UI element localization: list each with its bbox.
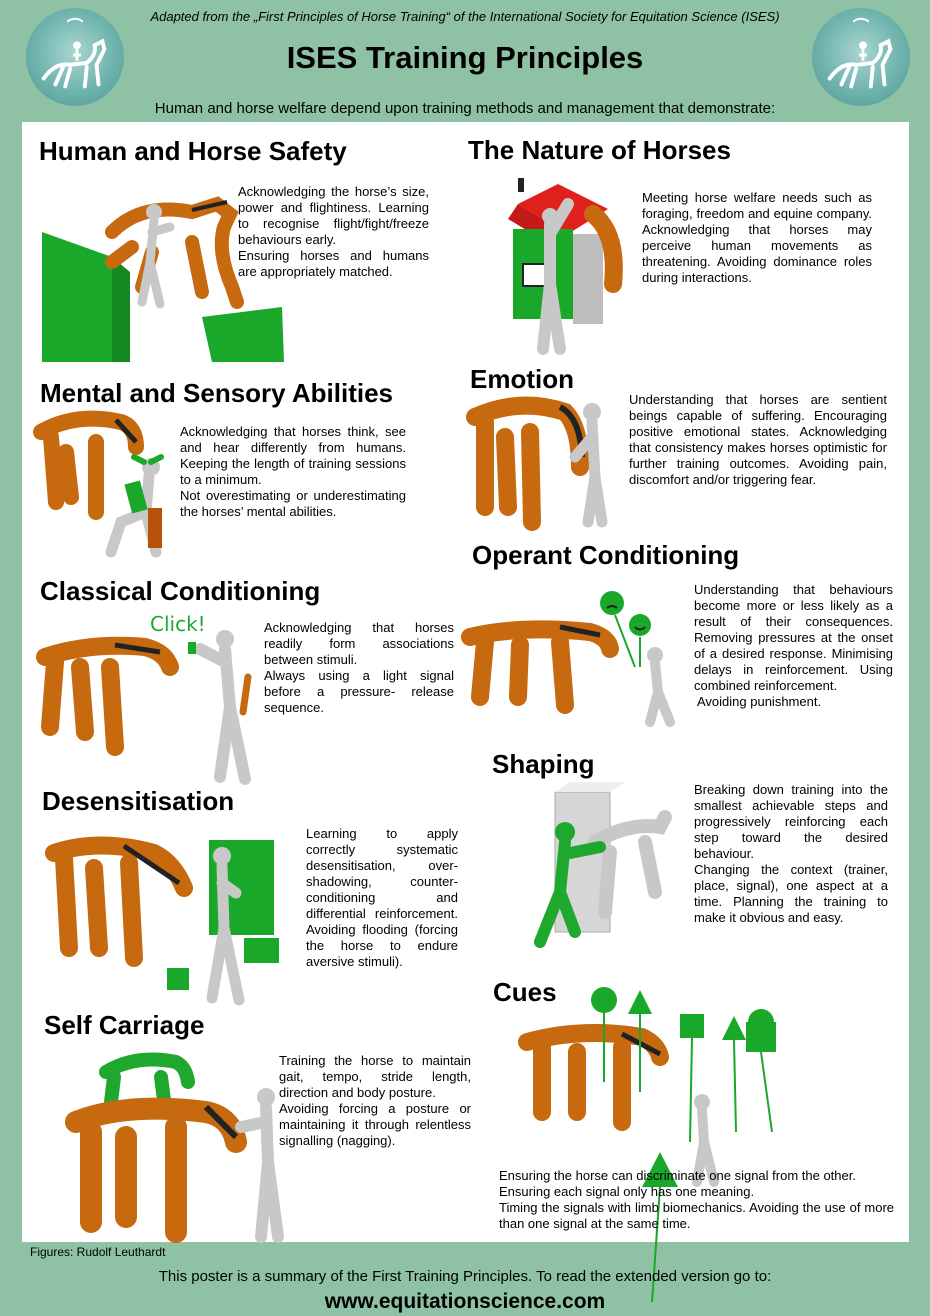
emotion-text	[629, 392, 887, 488]
desens-paragraph-1: Learning to apply correctly systematic desensitisation, over-shadowing, counter-conditioning and differential reinforcement. Avoiding flooding (forcing the horse to endure aversive stimuli).	[306, 826, 458, 969]
mental-illustration	[36, 412, 186, 562]
adapted-from-note: Adapted from the „First Principles of Horse Training“ of the International Society for Equitation Science (ISES)	[150, 9, 780, 24]
cues-title: Cues	[493, 977, 557, 1007]
nature-illustration	[488, 174, 648, 359]
emotion-illustration	[470, 397, 620, 532]
nature-paragraph-1: Meeting horse welfare needs such as foraging, freedom and equine company. Acknowledging that horses may perceive human movements as threatening. Avoiding dominance roles during interactions.	[642, 190, 872, 285]
operant-illustration	[460, 587, 690, 727]
classical-text	[264, 620, 454, 716]
figures-credit: Figures: Rudolf Leuthardt	[30, 1245, 166, 1259]
classical-illustration	[40, 607, 270, 787]
emotion-title: Emotion	[470, 364, 574, 394]
desens-title: Desensitisation	[42, 786, 235, 816]
mental-text	[180, 424, 406, 520]
footer-note: This poster is a summary of the First Training Principles. To read the extended version go to:	[158, 1268, 772, 1285]
cues-text	[499, 1168, 894, 1232]
poster-subtitle: Human and horse welfare depend upon training methods and management that demonstrate:	[154, 100, 776, 117]
shaping-title: Shaping	[492, 749, 595, 779]
click-label: Click!	[150, 612, 206, 636]
safety-text	[238, 184, 429, 280]
operant-title: Operant Conditioning	[472, 540, 740, 570]
cues-paragraph-2: Ensuring each signal only has one meaning.	[499, 1184, 755, 1199]
mental-paragraph-1: Acknowledging that horses think, see and hear differently from humans. Keeping the length of training sessions to a minimum.	[180, 424, 406, 487]
shaping-paragraph-1: Breaking down training into the smallest achievable steps and progressively reinforcing each step toward the desired behaviour.	[694, 782, 888, 861]
classical-paragraph-1: Acknowledging that horses readily form associations between stimuli.	[264, 620, 454, 667]
shaping-paragraph-2: Changing the context (trainer, place, signal), one aspect at a time. Planning the training to make it obvious and easy.	[694, 862, 888, 925]
nature-text	[642, 190, 872, 286]
safety-paragraph-1: Acknowledging the horse’s size, power and flightiness. Learning to recognise flight/fight/freeze behaviours early.	[238, 184, 429, 247]
footer-url-link[interactable]: www.equitationscience.com	[324, 1290, 606, 1313]
emotion-paragraph-1: Understanding that horses are sentient beings capable of suffering. Encouraging positive emotional states. Acknowledging that consistency makes horses optimistic for further training outcomes. Avoiding pain, discomfort and/or triggering fear.	[629, 392, 887, 487]
cues-paragraph-1: Ensuring the horse can discriminate one signal from the other.	[499, 1168, 856, 1183]
self-text	[279, 1053, 471, 1149]
mental-title: Mental and Sensory Abilities	[40, 378, 394, 408]
poster-title: ISES Training Principles	[286, 40, 644, 75]
safety-paragraph-2: Ensuring horses and humans are appropriately matched.	[238, 248, 429, 279]
classical-paragraph-2: Always using a light signal before a pressure- release sequence.	[264, 668, 454, 715]
mental-paragraph-2: Not overestimating or underestimating the horses’ mental abilities.	[180, 488, 406, 519]
operant-text	[694, 582, 893, 710]
self-paragraph-2: Avoiding forcing a posture or maintaining it through relentless signalling (nagging).	[279, 1101, 471, 1148]
cues-paragraph-3: Timing the signals with limb biomechanics. Avoiding the use of more than one signal at the same time.	[499, 1200, 894, 1231]
operant-paragraph-2: Avoiding punishment.	[697, 694, 822, 709]
operant-paragraph-1: Understanding that behaviours become more or less likely as a result of their consequences. Removing pressures at the onset of a desired response. Minimising delays in reinforcement. Using combined reinforcement.	[694, 582, 893, 693]
safety-title: Human and Horse Safety	[39, 136, 347, 166]
self-title: Self Carriage	[44, 1010, 205, 1040]
cues-illustration	[522, 982, 792, 1197]
desens-text	[306, 826, 458, 970]
nature-title: The Nature of Horses	[468, 135, 731, 165]
classical-title: Classical Conditioning	[40, 576, 321, 606]
self-illustration	[66, 1042, 296, 1242]
content-panel	[22, 122, 909, 1242]
desens-illustration	[44, 828, 284, 1008]
self-paragraph-1: Training the horse to maintain gait, tempo, stride length, direction and body posture.	[279, 1053, 471, 1100]
shaping-illustration	[520, 782, 680, 962]
shaping-text	[694, 782, 888, 926]
